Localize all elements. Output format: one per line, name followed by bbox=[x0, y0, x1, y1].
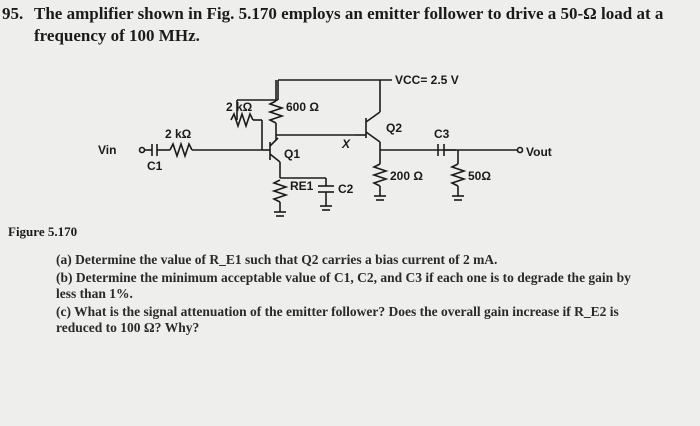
question-parts bbox=[56, 252, 646, 338]
part-b-label: (b) bbox=[56, 270, 73, 285]
re1-resistor bbox=[274, 180, 286, 202]
r-load-label: 50Ω bbox=[468, 169, 491, 183]
q2-label: Q2 bbox=[386, 121, 403, 135]
r-input-resistor bbox=[170, 144, 192, 156]
figure-caption: Figure 5.170 bbox=[8, 224, 78, 239]
part-c-text: What is the signal attenuation of the emitter follower? Does the overall gain increase if R_E2 is reduced to 100 Ω? Why? bbox=[56, 304, 619, 335]
part-a bbox=[56, 252, 646, 268]
c2-label: C2 bbox=[338, 182, 354, 196]
r-collector-resistor bbox=[270, 101, 282, 123]
vin-label: Vin bbox=[98, 143, 117, 157]
part-a-text: Determine the value of R_E1 such that Q2 carries a bias current of 2 mA. bbox=[75, 252, 498, 267]
r-emitter2-resistor bbox=[374, 164, 386, 186]
r-base-top-resistor bbox=[231, 114, 253, 126]
c1-label: C1 bbox=[147, 159, 163, 173]
q1-label: Q1 bbox=[284, 147, 301, 161]
part-b bbox=[56, 270, 646, 302]
problem-statement-line2: frequency of 100 MHz. bbox=[34, 26, 200, 45]
vout-label: Vout bbox=[526, 145, 552, 159]
r-collector-label: 600 Ω bbox=[286, 100, 319, 114]
problem-statement-line1: The amplifier shown in Fig. 5.170 employs an emitter follower to drive a 50-Ω load at a bbox=[34, 4, 664, 23]
part-b-text: Determine the minimum acceptable value of C1, C2, and C3 if each one is to degrade the gain by less than 1%. bbox=[56, 270, 631, 301]
vcc-label: VCC= 2.5 V bbox=[395, 73, 459, 87]
c3-label: C3 bbox=[434, 127, 450, 141]
r-emitter2-label: 200 Ω bbox=[390, 169, 423, 183]
r-load-resistor bbox=[452, 164, 464, 186]
part-a-label: (a) bbox=[56, 252, 72, 267]
r-input-label: 2 kΩ bbox=[165, 127, 192, 141]
part-c-label: (c) bbox=[56, 304, 71, 319]
part-c bbox=[56, 304, 646, 336]
re1-label: RE1 bbox=[290, 179, 314, 193]
problem-number: 95. bbox=[2, 4, 24, 23]
node-x-label: X bbox=[342, 137, 351, 151]
r-base-top-label: 2 kΩ bbox=[226, 100, 253, 114]
